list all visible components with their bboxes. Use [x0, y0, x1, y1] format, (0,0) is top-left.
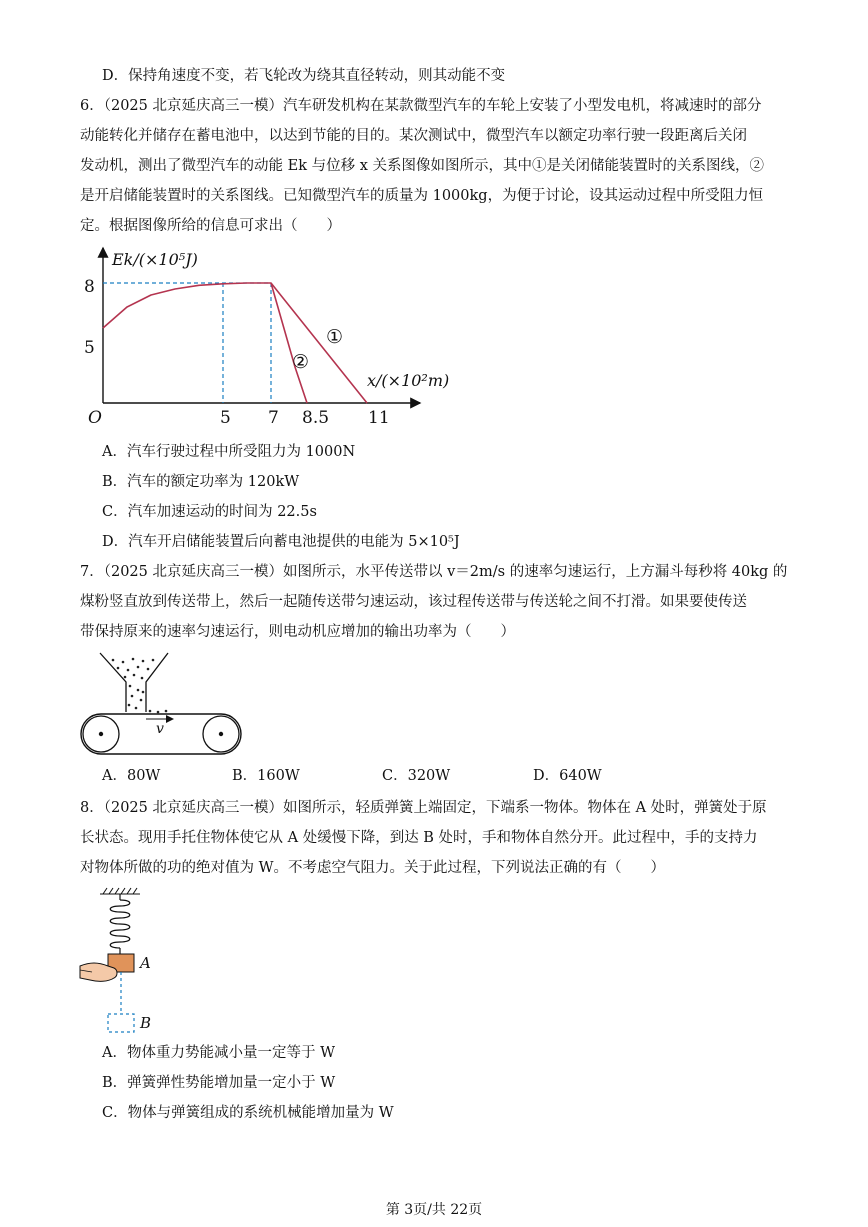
q7-option-d: D．640W: [533, 768, 602, 784]
ceiling-hatch: [100, 888, 140, 894]
x-tick-5: 5: [220, 408, 231, 428]
q6-line-1: 6．（2025 北京延庆高三一模）汽车研发机构在某款微型汽车的车轮上安装了小型发电机，将减速时的部分: [80, 98, 762, 114]
q8-option-b: B．弹簧弹性势能增加量一定小于 W: [102, 1075, 336, 1091]
q7-line-3: 带保持原来的速率匀速运行，则电动机应增加的输出功率为（ ）: [80, 624, 515, 640]
series-line-2: [271, 283, 310, 403]
velocity-label: v: [156, 721, 164, 737]
label-a: A: [140, 954, 151, 972]
q6-option-b: B．汽车的额定功率为 120kW: [102, 474, 300, 490]
q6-line-4: 是开启储能装置时的关系图线。已知微型汽车的质量为 1000kg，为便于讨论，设其运动过程中所受阻力恒: [80, 188, 764, 204]
q7-option-a: A．80W: [102, 768, 161, 784]
q6-line-5: 定。根据图像所给的信息可求出（ ）: [80, 218, 341, 234]
q6-line-2: 动能转化并储存在蓄电池中，以达到节能的目的。某次测试中，微型汽车以额定功率行驶一段距离后关闭: [80, 128, 747, 144]
q7-option-c: C．320W: [382, 768, 451, 784]
q6-option-c: C．汽车加速运动的时间为 22.5s: [102, 504, 317, 520]
spring-figure: [78, 886, 168, 1036]
series-2-label: ②: [292, 351, 310, 373]
q8-option-a: A．物体重力势能减小量一定等于 W: [102, 1045, 335, 1061]
conveyor-figure: [78, 650, 244, 760]
hopper: [100, 653, 168, 712]
y-tick-5: 5: [84, 338, 95, 358]
x-tick-7: 7: [268, 408, 279, 428]
q6-line-3: 发动机，测出了微型汽车的动能 Ek 与位移 x 关系图像如图所示，其中①是关闭储能装置时的关系图线，②: [80, 158, 764, 174]
q5-option-d: D．保持角速度不变，若飞轮改为绕其直径转动，则其动能不变: [102, 68, 506, 84]
x-tick-8.5: 8.5: [302, 408, 330, 428]
q7-line-1: 7．（2025 北京延庆高三一模）如图所示，水平传送带以 v＝2m/s 的速率匀速运行，上方漏斗每秒将 40kg 的: [80, 564, 788, 580]
q8-line-3: 对物体所做的功的绝对值为 W。不考虑空气阻力。关于此过程，下列说法正确的有（ ）: [80, 860, 666, 876]
coal-particles: [112, 658, 168, 714]
ek-x-chart: [60, 240, 480, 440]
origin-label: O: [88, 408, 102, 428]
q8-line-1: 8．（2025 北京延庆高三一模）如图所示，轻质弹簧上端固定，下端系一物体。物体在 A 处时，弹簧处于原: [80, 800, 767, 816]
series-1-label: ①: [326, 326, 344, 348]
q6-option-a: A．汽车行驶过程中所受阻力为 1000N: [102, 444, 356, 460]
q8-line-2: 长状态。现用手托住物体使它从 A 处缓慢下降，到达 B 处时，手和物体自然分开。此过程中，手的支持力: [80, 830, 758, 846]
label-b: B: [140, 1014, 152, 1032]
q8-option-c: C．物体与弹簧组成的系统机械能增加量为 W: [102, 1105, 394, 1121]
y-axis-label: Ek/(×10⁵J): [112, 250, 198, 269]
spring: [110, 900, 130, 948]
block-at-b: [108, 1014, 134, 1032]
q7-line-2: 煤粉竖直放到传送带上，然后一起随传送带匀速运动，该过程传送带与传送轮之间不打滑。如果要使传送: [80, 594, 747, 610]
y-tick-8: 8: [84, 277, 95, 297]
q7-option-b: B．160W: [232, 768, 300, 784]
page-footer: 第 3页/共 22页: [385, 1202, 483, 1218]
x-axis-label: x/(×10²m): [367, 371, 450, 390]
q6-option-d: D．汽车开启储能装置后向蓄电池提供的电能为 5×10⁵J: [102, 534, 460, 550]
x-tick-11: 11: [368, 408, 390, 428]
